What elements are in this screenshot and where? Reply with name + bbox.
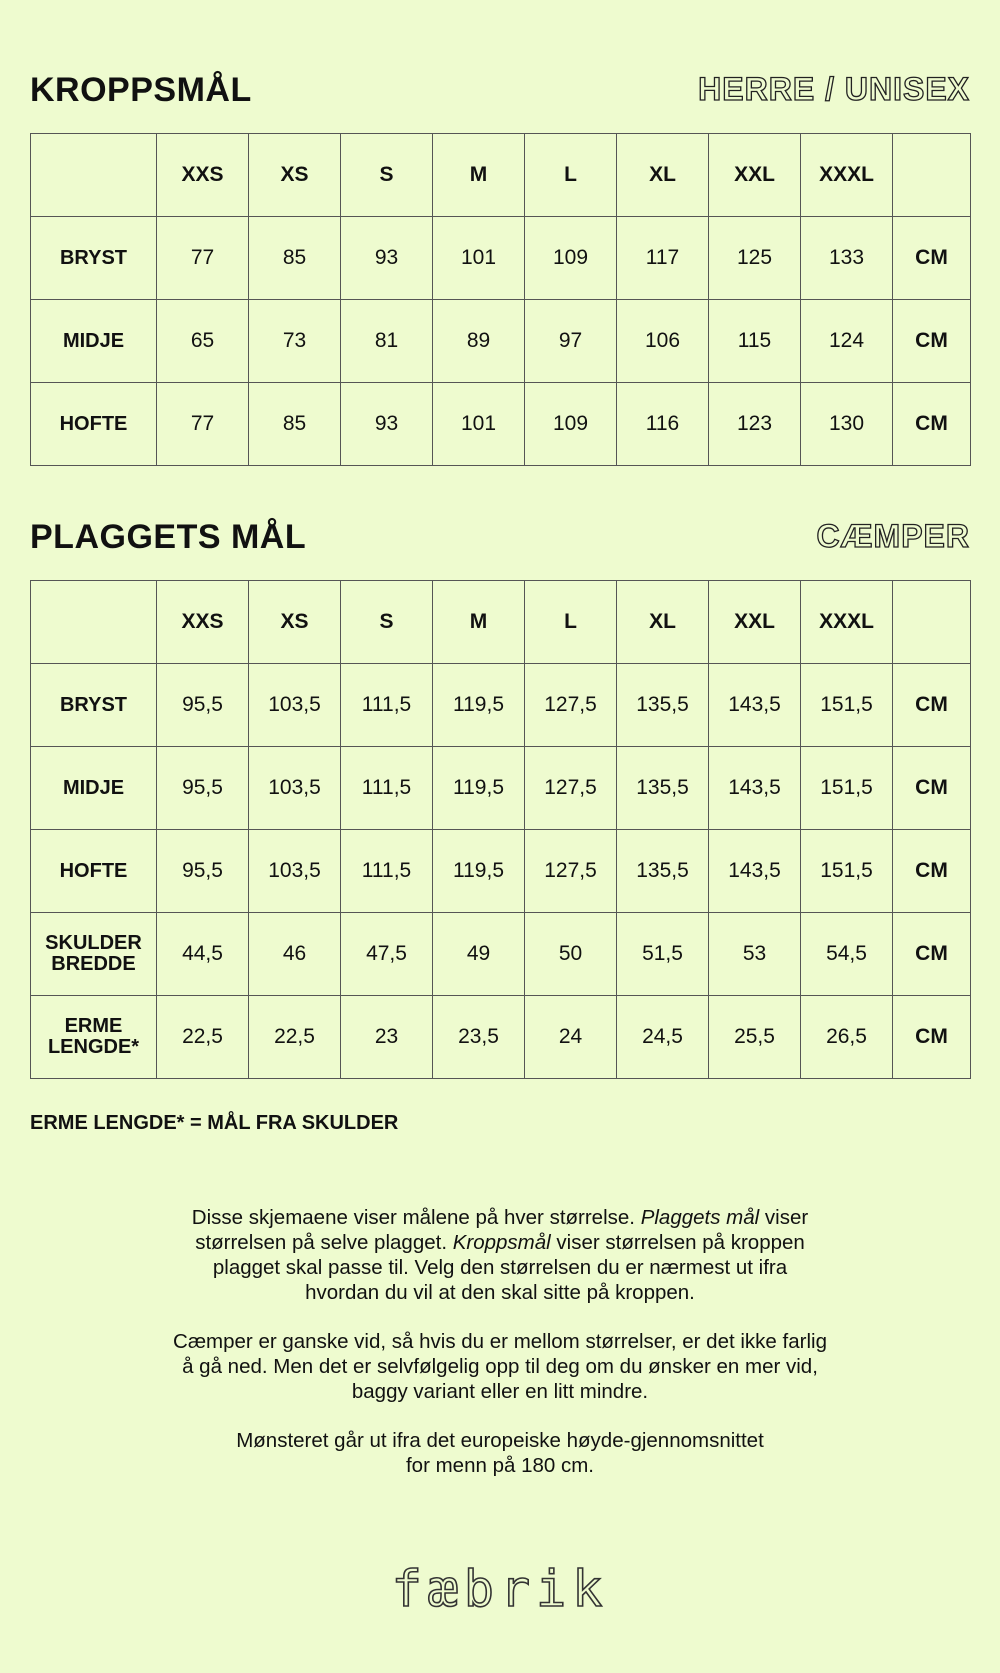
table-row — [31, 747, 971, 830]
size-header-cell: XL — [617, 134, 709, 217]
measurement-cell: 123 — [709, 383, 801, 466]
garment-measurements-title: PLAGGETS MÅL — [30, 518, 307, 556]
unit-cell: CM — [893, 830, 971, 913]
garment-measurements-tag: CÆMPER — [816, 518, 970, 554]
measurement-cell: 151,5 — [801, 747, 893, 830]
measurement-cell: 49 — [433, 913, 525, 996]
measurement-cell: 53 — [709, 913, 801, 996]
size-header-cell: XS — [249, 581, 341, 664]
fabrik-logo: fæbrik — [391, 1560, 609, 1618]
measurement-cell: 77 — [157, 383, 249, 466]
size-header-cell: S — [341, 581, 433, 664]
size-header-cell: XXS — [157, 581, 249, 664]
measurement-cell: 103,5 — [249, 747, 341, 830]
measurement-cell: 95,5 — [157, 747, 249, 830]
measurement-cell: 133 — [801, 217, 893, 300]
measurement-cell: 24 — [525, 996, 617, 1079]
size-header-cell: XXS — [157, 134, 249, 217]
size-header-cell: XXXL — [801, 581, 893, 664]
measurement-cell: 135,5 — [617, 747, 709, 830]
garment-measurements-header — [30, 497, 970, 557]
table-row — [31, 300, 971, 383]
table-row — [31, 664, 971, 747]
row-label: BRYST — [31, 664, 157, 747]
measurement-cell: 143,5 — [709, 747, 801, 830]
measurement-cell: 44,5 — [157, 913, 249, 996]
measurement-cell: 95,5 — [157, 664, 249, 747]
measurement-cell: 119,5 — [433, 830, 525, 913]
measurement-cell: 23,5 — [433, 996, 525, 1079]
table-row — [31, 383, 971, 466]
measurement-cell: 101 — [433, 217, 525, 300]
measurement-cell: 103,5 — [249, 664, 341, 747]
measurement-cell: 111,5 — [341, 830, 433, 913]
unit-cell: CM — [893, 664, 971, 747]
measurement-cell: 50 — [525, 913, 617, 996]
measurement-cell: 111,5 — [341, 747, 433, 830]
description-paragraph-2: Cæmper er ganske vid, så hvis du er mellom størrelser, er det ikke farlig å gå ned. Men det er selvfølgelig opp til deg om du ønsker en mer vid, baggy variant eller en litt mindre. — [173, 1330, 827, 1403]
description-text: Disse skjemaene viser målene på hver størrelse. — [191, 1206, 641, 1229]
measurement-cell: 95,5 — [157, 830, 249, 913]
measurement-cell: 22,5 — [157, 996, 249, 1079]
table-row — [31, 217, 971, 300]
measurement-cell: 106 — [617, 300, 709, 383]
size-header-cell: M — [433, 581, 525, 664]
body-measurements-table — [30, 133, 971, 466]
measurement-cell: 151,5 — [801, 664, 893, 747]
measurement-cell: 125 — [709, 217, 801, 300]
measurement-cell: 97 — [525, 300, 617, 383]
measurement-cell: 77 — [157, 217, 249, 300]
measurement-cell: 22,5 — [249, 996, 341, 1079]
row-label: HOFTE — [31, 830, 157, 913]
size-header-cell: S — [341, 134, 433, 217]
body-measurements-header — [30, 50, 970, 110]
row-label: MIDJE — [31, 300, 157, 383]
unit-cell: CM — [893, 913, 971, 996]
measurement-cell: 73 — [249, 300, 341, 383]
unit-cell: CM — [893, 383, 971, 466]
measurement-cell: 127,5 — [525, 830, 617, 913]
measurement-cell: 25,5 — [709, 996, 801, 1079]
measurement-cell: 89 — [433, 300, 525, 383]
description-emphasis: Kroppsmål — [452, 1231, 551, 1254]
size-header-row — [31, 134, 971, 217]
measurement-cell: 46 — [249, 913, 341, 996]
measurement-cell: 119,5 — [433, 747, 525, 830]
unit-cell: CM — [893, 300, 971, 383]
measurement-cell: 85 — [249, 383, 341, 466]
unit-cell: CM — [893, 747, 971, 830]
row-label: HOFTE — [31, 383, 157, 466]
measurement-cell: 54,5 — [801, 913, 893, 996]
sleeve-length-footnote: ERME LENGDE* = MÅL FRA SKULDER — [30, 1112, 399, 1134]
size-header-cell: XXL — [709, 581, 801, 664]
empty-cell — [31, 134, 157, 217]
measurement-cell: 24,5 — [617, 996, 709, 1079]
empty-cell — [893, 581, 971, 664]
size-header-cell: XXL — [709, 134, 801, 217]
measurement-cell: 115 — [709, 300, 801, 383]
measurement-cell: 135,5 — [617, 830, 709, 913]
measurement-cell: 116 — [617, 383, 709, 466]
unit-cell: CM — [893, 217, 971, 300]
size-header-cell: XL — [617, 581, 709, 664]
table-row — [31, 996, 971, 1079]
measurement-cell: 101 — [433, 383, 525, 466]
measurement-cell: 143,5 — [709, 664, 801, 747]
measurement-cell: 109 — [525, 217, 617, 300]
measurement-cell: 151,5 — [801, 830, 893, 913]
body-measurements-tag: HERRE / UNISEX — [698, 71, 970, 107]
size-header-row — [31, 581, 971, 664]
unit-cell: CM — [893, 996, 971, 1079]
table-row — [31, 830, 971, 913]
size-header-cell: L — [525, 581, 617, 664]
measurement-cell: 135,5 — [617, 664, 709, 747]
measurement-cell: 124 — [801, 300, 893, 383]
size-header-cell: XS — [249, 134, 341, 217]
measurement-cell: 47,5 — [341, 913, 433, 996]
row-label: MIDJE — [31, 747, 157, 830]
measurement-cell: 51,5 — [617, 913, 709, 996]
description — [100, 1205, 900, 1502]
description-paragraph-3: Mønsteret går ut ifra det europeiske høyde-gjennomsnittet for menn på 180 cm. — [236, 1429, 764, 1477]
row-label: SKULDER BREDDE — [31, 913, 157, 996]
description-paragraph-1 — [100, 1205, 900, 1305]
measurement-cell: 65 — [157, 300, 249, 383]
size-header-cell: M — [433, 134, 525, 217]
measurement-cell: 103,5 — [249, 830, 341, 913]
description-text: viser størrelsen på selve plagget. — [195, 1206, 809, 1254]
measurement-cell: 127,5 — [525, 747, 617, 830]
size-header-cell: L — [525, 134, 617, 217]
measurement-cell: 23 — [341, 996, 433, 1079]
body-measurements-title: KROPPSMÅL — [30, 71, 252, 109]
measurement-cell: 143,5 — [709, 830, 801, 913]
measurement-cell: 109 — [525, 383, 617, 466]
measurement-cell: 26,5 — [801, 996, 893, 1079]
garment-measurements-table — [30, 580, 971, 1079]
measurement-cell: 111,5 — [341, 664, 433, 747]
table-row — [31, 913, 971, 996]
measurement-cell: 93 — [341, 383, 433, 466]
measurement-cell: 117 — [617, 217, 709, 300]
size-header-cell: XXXL — [801, 134, 893, 217]
row-label: BRYST — [31, 217, 157, 300]
empty-cell — [31, 581, 157, 664]
measurement-cell: 93 — [341, 217, 433, 300]
measurement-cell: 85 — [249, 217, 341, 300]
measurement-cell: 127,5 — [525, 664, 617, 747]
measurement-cell: 119,5 — [433, 664, 525, 747]
description-text: viser størrelsen på kroppen plagget skal passe til. Velg den størrelsen du er nærmest ut ifra hvordan du vil at den skal sitte på kroppen. — [212, 1231, 805, 1304]
empty-cell — [893, 134, 971, 217]
measurement-cell: 81 — [341, 300, 433, 383]
description-emphasis: Plaggets mål — [640, 1206, 760, 1229]
row-label: ERME LENGDE* — [31, 996, 157, 1079]
measurement-cell: 130 — [801, 383, 893, 466]
